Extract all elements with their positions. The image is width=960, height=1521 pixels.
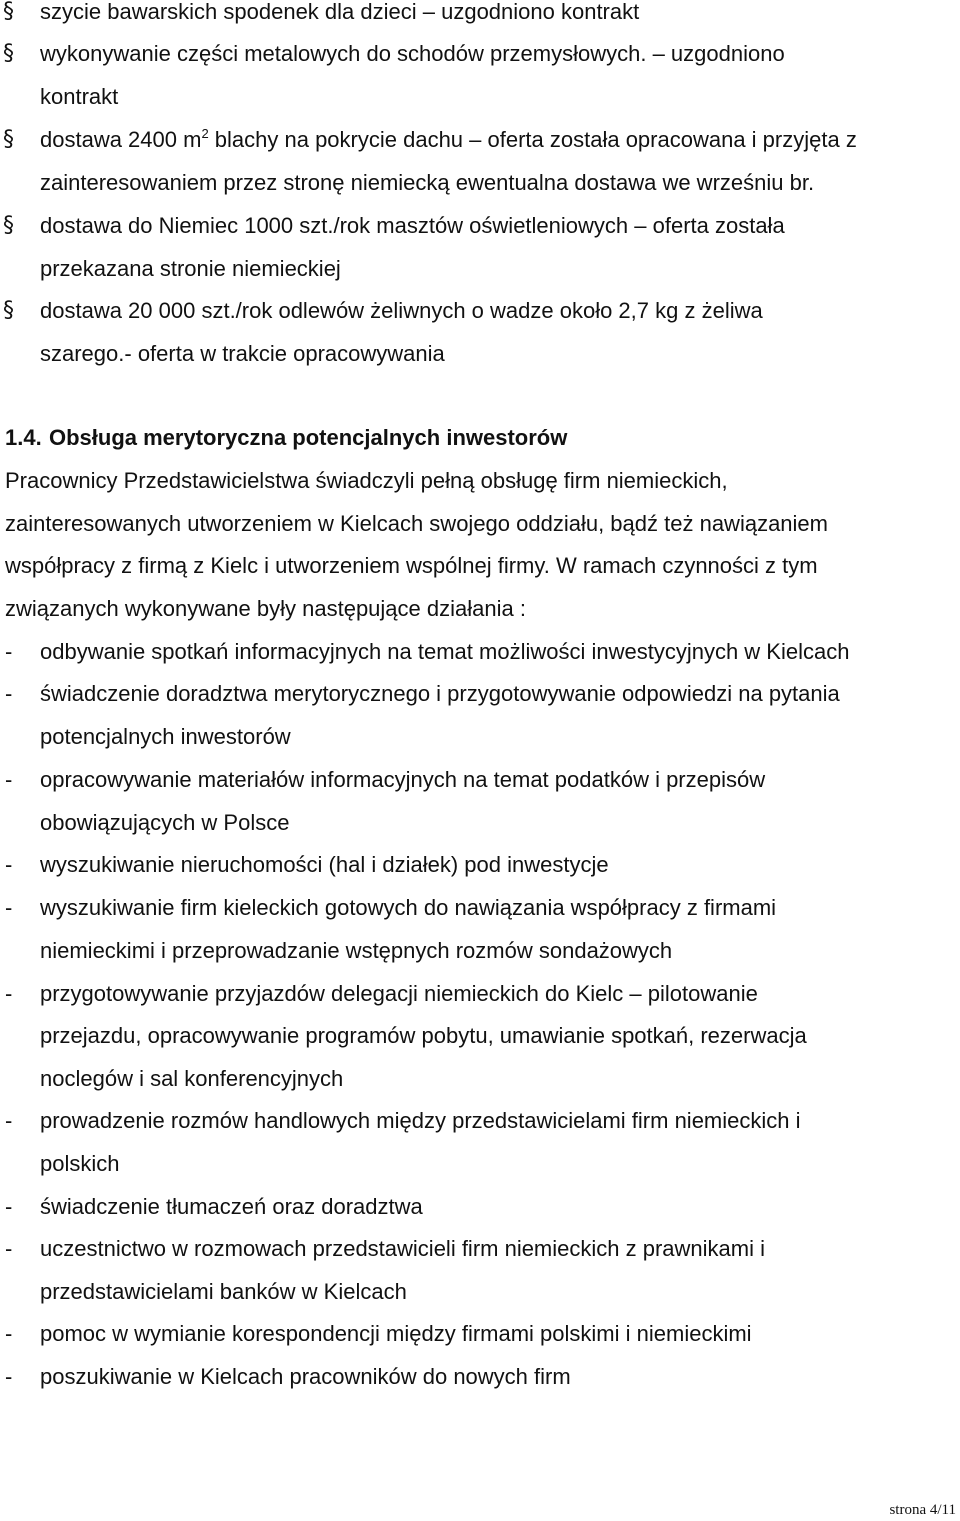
dash-marker: - <box>5 1108 13 1133</box>
dash-item-line: uczestnictwo w rozmowach przedstawicieli firm niemieckich z prawnikami i <box>40 1236 765 1261</box>
dash-marker: - <box>5 1194 13 1219</box>
dash-item-line: obowiązujących w Polsce <box>40 810 290 835</box>
section-number: 1.4. <box>5 425 42 450</box>
dash-item-line: potencjalnych inwestorów <box>40 724 291 749</box>
dash-item-line: przedstawicielami banków w Kielcach <box>40 1279 407 1304</box>
dash-marker: - <box>5 639 13 664</box>
dash-marker: - <box>5 895 13 920</box>
dash-item-line: świadczenie tłumaczeń oraz doradztwa <box>40 1194 423 1219</box>
dash-marker: - <box>5 1236 13 1261</box>
section-sign-icon: § <box>3 298 14 323</box>
dash-item-line: prowadzenie rozmów handlowych między przedstawicielami firm niemieckich i <box>40 1108 801 1133</box>
dash-marker: - <box>5 981 13 1006</box>
section-sign-icon: § <box>3 0 14 24</box>
paragraph-line: zainteresowanych utworzeniem w Kielcach swojego oddziału, bądź też nawiązaniem <box>5 511 828 536</box>
superscript: 2 <box>201 126 209 141</box>
list-item-line: dostawa 20 000 szt./rok odlewów żeliwnych o wadze około 2,7 kg z żeliwa <box>40 298 763 323</box>
dash-marker: - <box>5 1321 13 1346</box>
section-title: Obsługa merytoryczna potencjalnych inwestorów <box>49 425 568 450</box>
list-item-line: dostawa 2400 $m^2$ blachy na pokrycie dachu – oferta została opracowana i przyjęta z <box>40 126 857 152</box>
dash-item-line: niemieckimi i przeprowadzanie wstępnych rozmów sondażowych <box>40 938 673 963</box>
list-item-line: zainteresowaniem przez stronę niemiecką ewentualna dostawa we wrześniu br. <box>40 170 815 195</box>
paragraph-line: Pracownicy Przedstawicielstwa świadczyli pełną obsługę firm niemieckich, <box>5 468 728 493</box>
dash-item-line: opracowywanie materiałów informacyjnych na temat podatków i przepisów <box>40 767 766 792</box>
list-item-line: kontrakt <box>40 84 119 109</box>
section-sign-icon: § <box>3 41 14 66</box>
dash-item-line: odbywanie spotkań informacyjnych na temat możliwości inwestycyjnych w Kielcach <box>40 639 850 664</box>
list-item-line: szarego.- oferta w trakcie opracowywania <box>40 341 445 366</box>
dash-marker: - <box>5 852 13 877</box>
list-item-line: wykonywanie części metalowych do schodów przemysłowych. – uzgodniono <box>40 41 785 66</box>
dash-item-line: pomoc w wymianie korespondencji między firmami polskimi i niemieckimi <box>40 1321 752 1346</box>
list-item-line: przekazana stronie niemieckiej <box>40 256 341 281</box>
dash-item-line: świadczenie doradztwa merytorycznego i przygotowywanie odpowiedzi na pytania <box>40 681 840 706</box>
section-heading <box>5 423 567 453</box>
dash-marker: - <box>5 681 13 706</box>
dash-item-line: wyszukiwanie nieruchomości (hal i działek) pod inwestycje <box>40 852 609 877</box>
page-number: strona 4/11 <box>889 1502 956 1518</box>
paragraph-line: związanych wykonywane były następujące działania : <box>5 596 526 621</box>
list-item-line: dostawa do Niemiec 1000 szt./rok masztów oświetleniowych – oferta została <box>40 213 785 238</box>
list-item-line: szycie bawarskich spodenek dla dzieci – uzgodniono kontrakt <box>40 0 640 24</box>
dash-item-line: wyszukiwanie firm kieleckich gotowych do nawiązania współpracy z firmami <box>40 895 777 920</box>
dash-item-line: przygotowywanie przyjazdów delegacji niemieckich do Kielc – pilotowanie <box>40 981 758 1006</box>
section-sign-icon: § <box>3 213 14 238</box>
dash-item-line: przejazdu, opracowywanie programów pobytu, umawianie spotkań, rezerwacja <box>40 1023 807 1048</box>
dash-item-line: noclegów i sal konferencyjnych <box>40 1066 344 1091</box>
dash-item-line: polskich <box>40 1151 120 1176</box>
dash-marker: - <box>5 1364 13 1389</box>
dash-item-line: poszukiwanie w Kielcach pracowników do nowych firm <box>40 1364 571 1389</box>
dash-marker: - <box>5 767 13 792</box>
section-sign-icon: § <box>3 127 14 152</box>
paragraph-line: współpracy z firmą z Kielc i utworzeniem wspólnej firmy. W ramach czynności z tym <box>5 553 818 578</box>
